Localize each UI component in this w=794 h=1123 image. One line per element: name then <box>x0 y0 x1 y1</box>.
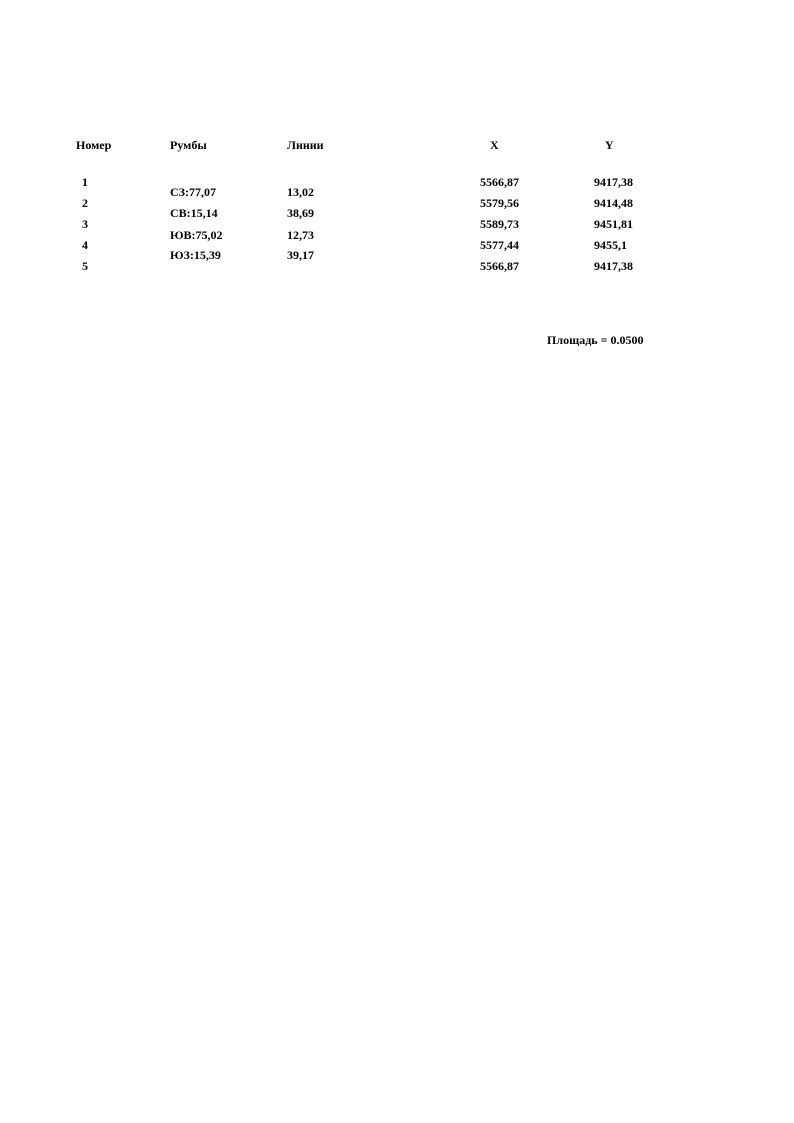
point-x: 5579,56 <box>480 196 519 210</box>
header-bearings: Румбы <box>170 138 207 152</box>
header-x: X <box>490 138 499 152</box>
segment-bearing: ЮВ:75,02 <box>170 228 223 242</box>
point-number: 2 <box>82 196 88 210</box>
point-number: 4 <box>82 238 88 252</box>
point-x: 5577,44 <box>480 238 519 252</box>
area-total: Площадь = 0.0500 <box>547 333 644 347</box>
point-y: 9417,38 <box>594 175 633 189</box>
point-x: 5566,87 <box>480 175 519 189</box>
point-x: 5566,87 <box>480 259 519 273</box>
point-number: 1 <box>82 175 88 189</box>
segment-bearing: ЮЗ:15,39 <box>170 248 221 262</box>
segment-bearing: СВ:15,14 <box>170 206 218 220</box>
point-number: 3 <box>82 217 88 231</box>
header-number: Номер <box>76 138 112 152</box>
segment-length: 38,69 <box>287 206 314 220</box>
point-x: 5589,73 <box>480 217 519 231</box>
segment-bearing: СЗ:77,07 <box>170 185 216 199</box>
point-y: 9414,48 <box>594 196 633 210</box>
segment-length: 12,73 <box>287 228 314 242</box>
point-y: 9451,81 <box>594 217 633 231</box>
segment-length: 13,02 <box>287 185 314 199</box>
segment-length: 39,17 <box>287 248 314 262</box>
header-lines: Линии <box>287 138 324 152</box>
header-y: Y <box>605 138 614 152</box>
point-y: 9417,38 <box>594 259 633 273</box>
point-y: 9455,1 <box>594 238 627 252</box>
point-number: 5 <box>82 259 88 273</box>
